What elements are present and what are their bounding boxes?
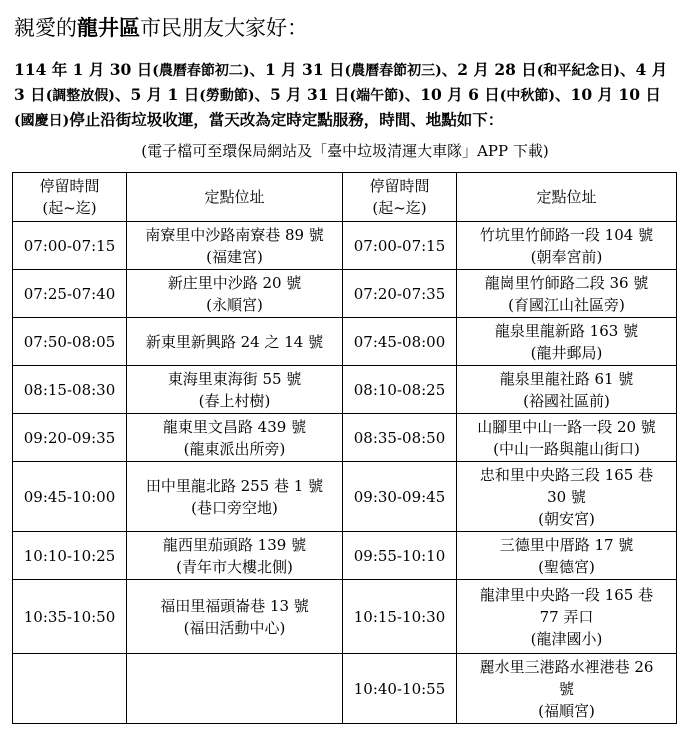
location-landmark: (聖德宮) [538, 557, 595, 576]
location-address: 號 [558, 679, 574, 698]
notice-holiday-4: (調整放假) [45, 88, 115, 104]
stop-location-left [127, 318, 343, 366]
location-address: 龍崗里竹師路二段 36 號 [484, 273, 649, 292]
stop-location-left [127, 462, 343, 532]
stop-time-left: 07:00-07:15 [13, 222, 127, 270]
header-time-label: 停留時間 [369, 177, 430, 195]
stop-time-right: 09:55-10:10 [343, 532, 457, 580]
stop-location-left [127, 654, 343, 724]
stop-time-left: 10:10-10:25 [13, 532, 127, 580]
location-landmark: (福建宮) [206, 247, 263, 266]
stop-time-left: 08:15-08:30 [13, 366, 127, 414]
stop-location-right [457, 654, 677, 724]
stop-time-right: 10:15-10:30 [343, 580, 457, 654]
notice-holiday-1: (農曆春節初二) [152, 63, 250, 79]
notice-holiday-3: (和平紀念日) [536, 63, 621, 79]
greeting-suffix: 市民朋友大家好： [140, 16, 308, 40]
stop-time-left: 09:20-09:35 [13, 414, 127, 462]
location-landmark: (永順宮) [206, 295, 263, 314]
stop-time-right: 09:30-09:45 [343, 462, 457, 532]
table-row [13, 414, 677, 462]
location-address: 龍泉里龍新路 163 號 [494, 321, 639, 340]
notice-date-6: 、5 月 31 日 [254, 85, 350, 104]
stop-time-left: 07:50-08:05 [13, 318, 127, 366]
location-landmark: (龍東派出所旁) [183, 439, 286, 458]
stop-time-right: 07:20-07:35 [343, 270, 457, 318]
stop-location-right [457, 270, 677, 318]
stop-time-left: 09:45-10:00 [13, 462, 127, 532]
stop-location-right [457, 318, 677, 366]
notice-holiday-6: (端午節) [349, 88, 405, 104]
location-landmark: (青年市大樓北側) [176, 557, 293, 576]
location-address: 三德里中厝路 17 號 [499, 535, 634, 554]
notice-date-3: 、2 月 28 日 [441, 60, 537, 79]
notice-date-4: 、4 月 3 日 [14, 60, 668, 104]
greeting-prefix: 親愛的 [14, 16, 77, 40]
notice-date-7: 、10 月 6 日 [404, 85, 500, 104]
location-address: 新庄里中沙路 20 號 [167, 273, 302, 292]
schedule-table [12, 172, 677, 724]
district-name: 龍井區 [77, 15, 140, 40]
location-landmark: (春上村樹) [198, 391, 271, 410]
header-time-label: 停留時間 [39, 177, 100, 195]
location-landmark: (朝安宮) [538, 509, 595, 528]
stop-location-right [457, 414, 677, 462]
table-row [13, 366, 677, 414]
location-landmark: (裕國社區前) [523, 391, 610, 410]
notice-holiday-5: (勞動節) [199, 88, 255, 104]
table-row [13, 462, 677, 532]
location-address: 30 號 [547, 487, 586, 506]
location-landmark: (福田活動中心) [183, 618, 286, 637]
stop-time-left: 10:35-10:50 [13, 580, 127, 654]
stop-location-right [457, 462, 677, 532]
stop-time-right: 07:45-08:00 [343, 318, 457, 366]
header-time-left [13, 173, 127, 222]
header-time-range: (起~迄) [42, 199, 97, 217]
location-address: 龍西里茄頭路 139 號 [162, 535, 307, 554]
table-row [13, 270, 677, 318]
location-address: 龍泉里龍社路 61 號 [499, 369, 634, 388]
location-address: 竹坑里竹師路一段 104 號 [479, 225, 654, 244]
stop-location-right [457, 580, 677, 654]
location-landmark: (中山一路與龍山街口) [493, 439, 640, 458]
stop-location-left [127, 222, 343, 270]
table-row [13, 318, 677, 366]
stop-time-right: 08:35-08:50 [343, 414, 457, 462]
notice-instruction: 停止沿街垃圾收運，當天改為定時定點服務，時間、地點如下： [69, 110, 504, 129]
location-landmark: (朝奉宮前) [530, 247, 603, 266]
location-address: 新東里新興路 24 之 14 號 [145, 332, 324, 351]
location-address: 田中里龍北路 255 巷 1 號 [145, 476, 324, 495]
holiday-notice [14, 58, 680, 133]
notice-date-1: 114 年 1 月 30 日 [14, 60, 153, 79]
location-address: 東海里東海街 55 號 [167, 369, 302, 388]
location-address: 麗水里三港路水裡港巷 26 [479, 657, 654, 676]
table-row [13, 580, 677, 654]
header-location-right: 定點位址 [457, 173, 677, 222]
location-landmark: (巷口旁空地) [191, 498, 278, 517]
location-address: 77 弄口 [539, 607, 594, 626]
stop-time-right: 07:00-07:15 [343, 222, 457, 270]
header-time-range: (起~迄) [372, 199, 427, 217]
notice-holiday-8: (國慶日) [14, 113, 70, 129]
stop-time-left [13, 654, 127, 724]
stop-location-right [457, 222, 677, 270]
notice-holiday-2: (農曆春節初三) [344, 63, 442, 79]
table-row [13, 654, 677, 724]
stop-time-right: 08:10-08:25 [343, 366, 457, 414]
location-address: 山腳里中山一路一段 20 號 [477, 417, 656, 436]
stop-time-left: 07:25-07:40 [13, 270, 127, 318]
notice-date-8: 、10 月 10 日 [555, 85, 661, 104]
location-address: 龍東里文昌路 439 號 [162, 417, 307, 436]
location-landmark: (龍津國小) [530, 629, 603, 648]
download-note: (電子檔可至環保局網站及「臺中垃圾清運大車隊」APP 下載) [141, 142, 549, 160]
location-address: 福田里福頭崙巷 13 號 [160, 596, 309, 615]
table-row [13, 222, 677, 270]
notice-date-5: 、5 月 1 日 [114, 85, 200, 104]
stop-time-right: 10:40-10:55 [343, 654, 457, 724]
stop-location-left [127, 532, 343, 580]
location-landmark: (福順宮) [538, 701, 595, 720]
stop-location-left [127, 414, 343, 462]
location-address: 南寮里中沙路南寮巷 89 號 [145, 225, 324, 244]
location-landmark: (育國江山社區旁) [508, 295, 625, 314]
stop-location-right [457, 366, 677, 414]
header-location-left: 定點位址 [127, 173, 343, 222]
location-address: 忠和里中央路三段 165 巷 [479, 465, 654, 484]
location-landmark: (龍井郵局) [530, 343, 603, 362]
stop-location-left [127, 580, 343, 654]
stop-location-right [457, 532, 677, 580]
notice-date-2: 、1 月 31 日 [249, 60, 345, 79]
table-header-row [13, 173, 677, 222]
stop-location-left [127, 366, 343, 414]
header-time-right [343, 173, 457, 222]
location-address: 龍津里中央路一段 165 巷 [479, 585, 654, 604]
greeting-heading [14, 14, 684, 42]
notice-holiday-7: (中秋節) [499, 88, 556, 104]
stop-location-left [127, 270, 343, 318]
table-row [13, 532, 677, 580]
